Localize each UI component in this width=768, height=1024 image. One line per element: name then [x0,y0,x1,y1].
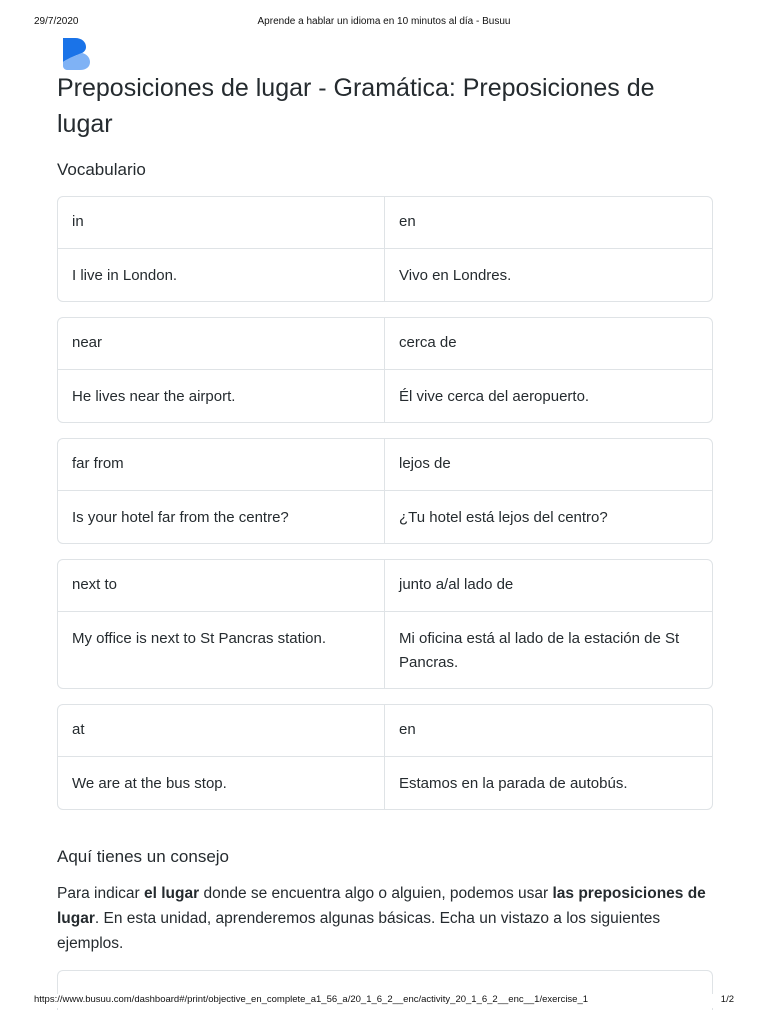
tip-text: . En esta unidad, aprenderemos algunas básicas. Echa un vistazo a los siguientes ejemplos. [57,910,661,952]
vocab-example-en: Is your hotel far from the centre? [58,491,385,543]
vocab-example-es: Él vive cerca del aeropuerto. [399,388,590,405]
vocab-example-en: He lives near the airport. [58,370,385,422]
print-title: Aprende a hablar un idioma en 10 minutos al día - Busuu [257,16,511,27]
vocabulary-list [57,196,713,825]
vocab-word-es: cerca de [399,334,457,351]
vocab-card [57,704,713,810]
vocab-word-row [58,705,712,757]
print-url: https://www.busuu.com/dashboard#/print/objective_en_complete_a1_56_a/20_1_6_2__enc/activity_20_1_6_2__enc__1/exercise_1 [34,994,589,1005]
tip-paragraph [57,881,707,956]
page-title: Preposiciones de lugar - Gramática: Preposiciones de lugar [57,74,655,138]
vocab-example-row [58,491,712,543]
vocab-word-es: en [399,721,416,738]
vocab-example-en: My office is next to St Pancras station. [58,612,385,688]
tip-bold-text: el lugar [144,885,200,902]
print-footer [0,994,768,1008]
vocab-card [57,438,713,544]
vocab-word-en: in [58,197,385,248]
vocab-word-es: lejos de [399,455,451,472]
print-header [0,16,768,30]
vocab-example-es: ¿Tu hotel está lejos del centro? [399,509,608,526]
vocab-example-en: We are at the bus stop. [58,757,385,809]
vocab-example-row [58,249,712,301]
busuu-logo-icon[interactable] [59,38,93,70]
vocab-word-en: next to [58,560,385,611]
tip-bold-text: las preposiciones de lugar [57,885,706,927]
vocab-word-row [58,318,712,370]
vocab-word-es: en [399,213,416,230]
vocab-example-row [58,370,712,422]
vocab-example-en: I live in London. [58,249,385,301]
vocab-example-es: Vivo en Londres. [399,267,512,284]
vocab-word-row [58,197,712,249]
print-page-number: 1/2 [720,994,734,1005]
vocab-card [57,196,713,302]
tip-text: donde se encuentra algo o alguien, podemos usar [199,885,553,902]
vocab-example-es: Mi oficina está al lado de la estación de St Pancras. [399,630,680,671]
vocab-example-row [58,757,712,809]
vocab-word-es: junto a/al lado de [399,576,514,593]
vocabulary-heading: Vocabulario [57,160,146,179]
vocab-example-es: Estamos en la parada de autobús. [399,775,628,792]
vocab-word-en: far from [58,439,385,490]
vocab-card [57,559,713,689]
vocab-example-row [58,612,712,688]
vocab-word-en: at [58,705,385,756]
vocab-word-row [58,560,712,612]
tip-text: Para indicar [57,885,145,902]
vocab-word-en: near [58,318,385,369]
print-date: 29/7/2020 [34,16,79,27]
vocab-word-row [58,439,712,491]
vocab-card [57,317,713,423]
tip-heading: Aquí tienes un consejo [57,847,230,866]
